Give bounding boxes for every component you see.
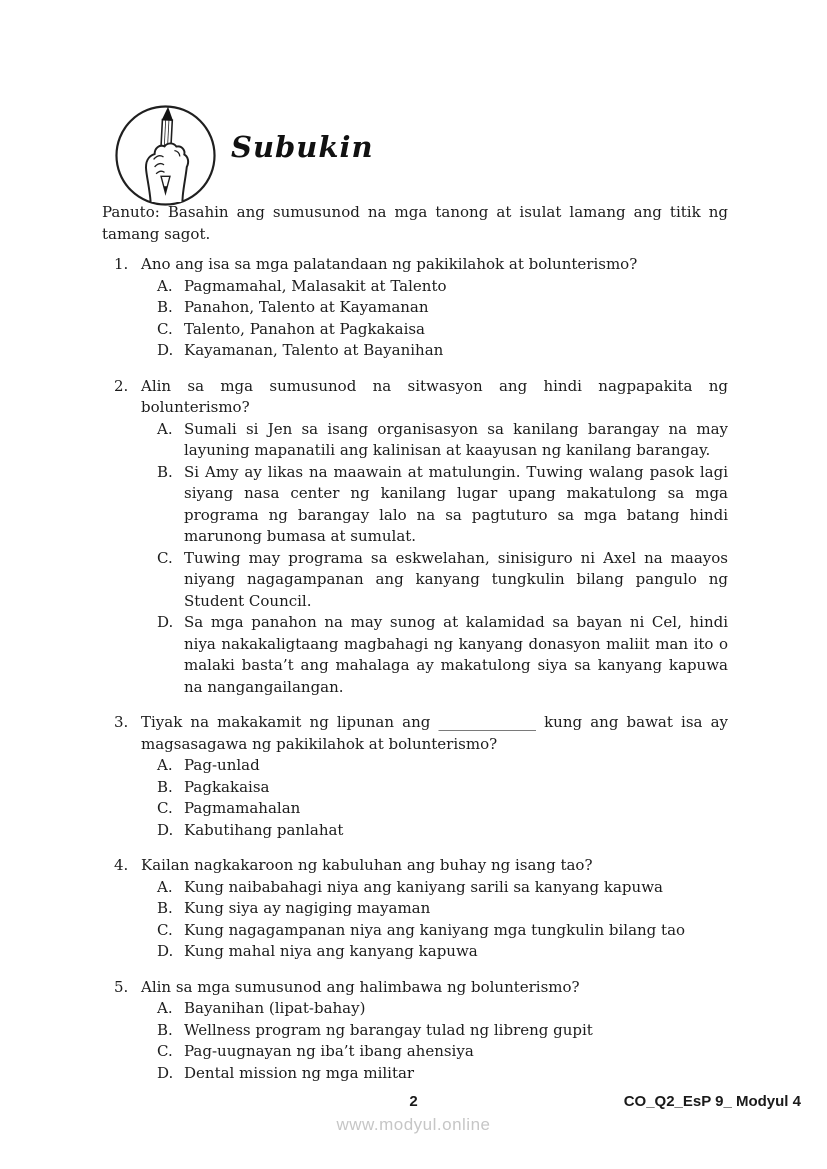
choice-2d [157, 612, 728, 698]
choice-text: Sa mga panahon na may sunog at kalamidad sa bayan ni Cel, hindi niya nakakaligtaang magbahagi ng kanyang donasyon maliit man ito o malaki basta’t ang mahalaga ay makatulong siya sa kanyang kapuwa na nangangailangan. [184, 613, 728, 696]
question-2 [102, 376, 728, 699]
choice-letter: D. [157, 942, 174, 960]
question-4-row [114, 855, 728, 877]
choice-letter: A. [157, 877, 173, 896]
choice-letter: A. [157, 756, 173, 774]
choice-letter: D. [157, 341, 174, 359]
question-number: 3. [114, 713, 129, 731]
question-number: 5. [114, 977, 129, 996]
choice-letter: B. [157, 1020, 173, 1039]
section-header [102, 104, 728, 206]
choice-letter: D. [157, 613, 174, 631]
question-5-row [114, 977, 728, 999]
choice-text: Kung nagagampanan niya ang kaniyang mga tungkulin bilang tao [184, 920, 686, 939]
choice-text: Pag-unlad [184, 756, 260, 774]
choice-letter: D. [157, 820, 174, 839]
choice-text: Pagmamahalan [184, 799, 301, 817]
choice-3d [157, 820, 728, 842]
choice-letter: B. [157, 899, 173, 917]
choice-letter: D. [157, 1063, 174, 1082]
choice-letter: C. [157, 1042, 173, 1060]
choice-text: Sumali si Jen sa isang organisasyon sa kanilang barangay na may layuning mapanatili ang kalinisan at kaayusan ng kanilang barangay. [184, 419, 728, 459]
choice-3c [157, 798, 728, 820]
question-3-row [114, 712, 728, 755]
choice-letter: B. [157, 777, 173, 796]
question-text: Alin sa mga sumusunod ang halimbawa ng bolunterismo? [141, 977, 580, 996]
choice-1a [157, 276, 728, 298]
question-text: Kailan nagkakaroon ng kabuluhan ang buhay ng isang tao? [141, 856, 593, 874]
choice-letter: C. [157, 548, 173, 567]
choice-letter: C. [157, 319, 173, 338]
watermark: www.modyul.online [336, 1115, 491, 1134]
choice-1c [157, 319, 728, 341]
question-number: 4. [114, 856, 129, 874]
question-5 [102, 977, 728, 1085]
choice-text: Pagmamahal, Malasakit at Talento [184, 276, 447, 295]
choice-2c [157, 548, 728, 613]
choice-5a [157, 998, 728, 1020]
choice-5c [157, 1041, 728, 1063]
choice-letter: A. [157, 419, 173, 438]
choice-text: Kabutihang panlahat [184, 820, 344, 839]
choice-text: Si Amy ay likas na maawain at matulungin. Tuwing walang pasok lagi siyang nasa center ng kanilang lugar upang makatulong sa mga programa ng barangay lalo na sa pagtuturo sa mga batang hindi marunong bumasa at sumulat. [184, 462, 728, 545]
choice-2b [157, 462, 728, 548]
document-code: CO_Q2_EsP 9_ Modyul 4 [623, 1093, 801, 1110]
question-3 [102, 712, 728, 841]
instructions-text: Panuto: Basahin ang sumusunod na mga tanong at isulat lamang ang titik ng tamang sagot. [102, 203, 728, 243]
choice-text: Kung siya ay nagiging mayaman [184, 899, 431, 917]
question-number: 2. [114, 376, 129, 395]
choice-letter: C. [157, 799, 173, 817]
choice-2a [157, 419, 728, 462]
choice-5b [157, 1020, 728, 1042]
choice-letter: B. [157, 298, 173, 316]
choice-1b [157, 297, 728, 319]
choice-text: Pagkakaisa [184, 777, 270, 796]
choice-5d [157, 1063, 728, 1085]
question-text: Alin sa mga sumusunod na sitwasyon ang hindi nagpapakita ng bolunterismo? [141, 376, 728, 416]
choice-letter: B. [157, 462, 173, 481]
choice-4d [157, 941, 728, 963]
choice-4a [157, 877, 728, 899]
question-text: Tiyak na makakamit ng lipunan ang _____________ kung ang bawat isa ay magsasagawa ng pakikilahok at bolunterismo? [141, 713, 728, 753]
choice-letter: A. [157, 999, 173, 1017]
choice-text: Wellness program ng barangay tulad ng libreng gupit [184, 1020, 593, 1039]
question-2-row [114, 376, 728, 419]
choice-1d [157, 340, 728, 362]
page-number: 2 [409, 1093, 418, 1110]
choice-text: Kung mahal niya ang kanyang kapuwa [184, 942, 478, 960]
choice-text: Tuwing may programa sa eskwelahan, sinisiguro ni Axel na maayos niyang nagagampanan ang kanyang tungkulin bilang pangulo ng Student Council. [184, 548, 728, 610]
choice-4c [157, 920, 728, 942]
hand-holding-pencil-icon [114, 104, 217, 207]
page-content [102, 104, 728, 1098]
question-1 [102, 254, 728, 362]
question-4 [102, 855, 728, 963]
choice-3a [157, 755, 728, 777]
choice-text: Panahon, Talento at Kayamanan [184, 298, 429, 316]
page-title: Subukin [231, 130, 374, 164]
choice-3b [157, 777, 728, 799]
choice-4b [157, 898, 728, 920]
choice-letter: A. [157, 276, 173, 295]
question-number: 1. [114, 255, 129, 273]
question-1-row [114, 254, 728, 276]
choice-text: Dental mission ng mga militar [184, 1063, 415, 1082]
choice-text: Pag-uugnayan ng iba’t ibang ahensiya [184, 1042, 474, 1060]
choice-text: Talento, Panahon at Pagkakaisa [184, 319, 426, 338]
choice-text: Bayanihan (lipat-bahay) [184, 999, 366, 1017]
choice-letter: C. [157, 920, 173, 939]
choice-text: Kung naibabahagi niya ang kaniyang sarili sa kanyang kapuwa [184, 877, 663, 896]
choice-text: Kayamanan, Talento at Bayanihan [184, 341, 444, 359]
question-text: Ano ang isa sa mga palatandaan ng pakikilahok at bolunterismo? [141, 255, 638, 273]
